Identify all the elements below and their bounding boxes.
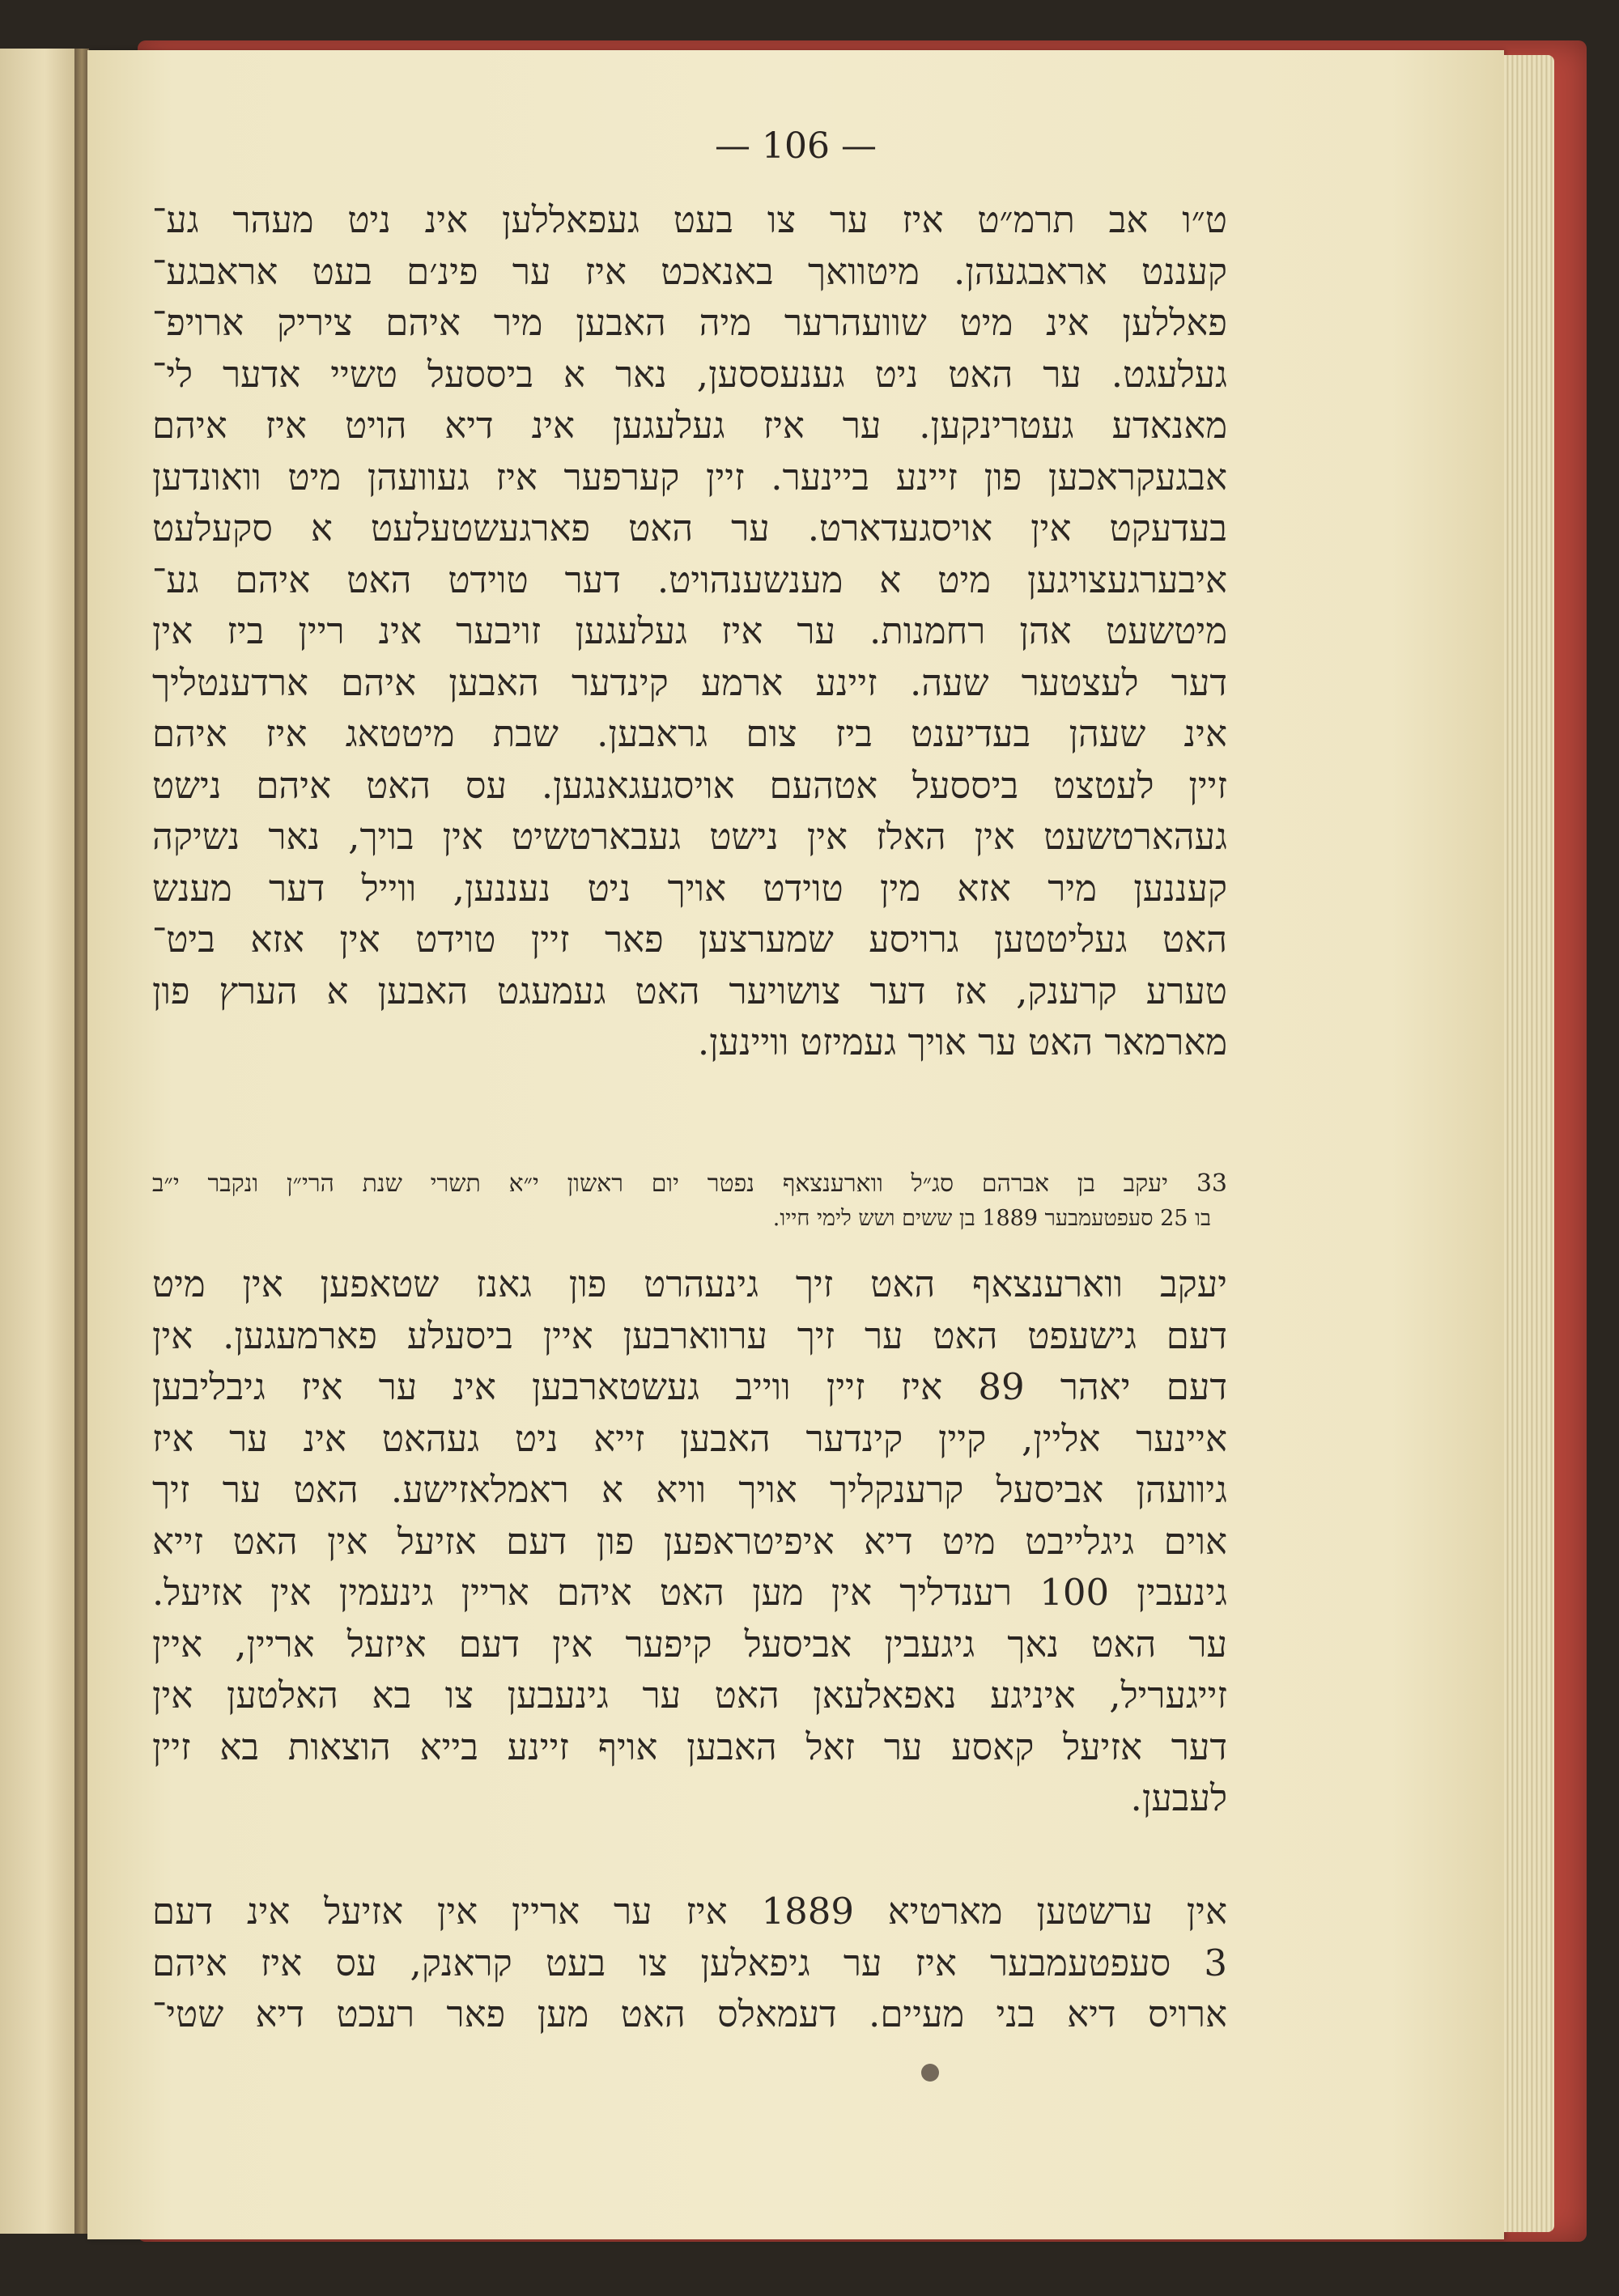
text-line: אוים גיגלייבט מיט דיא איפיטראפען פון דעם אזיעל אין האט זייא <box>152 1519 1227 1563</box>
text-line: בעדעקט אין אויסגעדארט. ער האט פארגעשטעלעט א סקעלעט <box>152 507 1227 550</box>
text-line: האט געליטטען גרויסע שמערצען פאר זיין טוידט אין אזא ביט־ <box>152 918 1227 961</box>
text-line: טערע קרענק, אז דער צושויער האט געמעגט האבען א הערץ פון <box>152 969 1227 1012</box>
text-line: ער האט נאך גיגעבין אביסעל קיפער אין דעם איזעל אריין, איין <box>152 1622 1227 1666</box>
text-line: מאנאדע געטרינקען. ער איז געלעגען אינ דיא הויט איז איהם <box>152 404 1227 447</box>
text-line: איינער אליין, קיין קינדער האבען זייא ניט געהאט אינ ער איז <box>152 1416 1227 1460</box>
paragraph-3 <box>152 1886 1227 2040</box>
paragraph-1 <box>152 194 1227 1068</box>
text-line: זיין לעטצט ביססעל אטהעם אויסגעגאנגען. עס האט איהם נישט <box>152 763 1227 807</box>
text-line: גינעבין 100 רענדליך אין מען האט איהם אריין גינעמין אין אזיעל. <box>152 1571 1227 1614</box>
ink-dot <box>921 2064 939 2082</box>
page-stack-edges <box>1504 55 1554 2232</box>
text-line: דער לעצטער שעה. זיינע ארמע קינדער האבען איהם ארדענטליך <box>152 660 1227 704</box>
text-line: דער אזיעל קאסע ער זאל האבען אויף זיינע בייא הוצאות בא זיין <box>152 1725 1227 1768</box>
text-line: גיוועהן אביסעל קרענקליך אויך וויא א ראמלאזישע. האט ער זיך <box>152 1468 1227 1511</box>
text-line: דעם גישעפט האט ער זיך ערווארבען איין ביסעלע פארמעגען. אין <box>152 1314 1227 1357</box>
text-line: איבערגעצויגען מיט א מענשענהויט. דער טוידט האט איהם גע־ <box>152 558 1227 601</box>
previous-page-edge <box>0 49 77 2234</box>
text-line: קעננט אראבגעהן. מיטוואך באנאכט איז ער פינ׳ם בעט אראבגע־ <box>152 249 1227 293</box>
page-number: — 106 — <box>715 125 877 167</box>
text-line: זייגעריל, איניגע נאפאלעאן האט ער גינעבען צו בא האלטען אין <box>152 1674 1227 1717</box>
text-line: אין ערשטען מארטיא 1889 איז ער אריין אין אזיעל אינ דעם <box>152 1890 1227 1933</box>
text-line: מיטשעט אהן רחמנות. ער איז געלעגען זויבער אינ ריין ביז אין <box>152 609 1227 652</box>
paragraph-2 <box>152 1258 1227 1824</box>
text-line: יעקב ווארענצאף האט זיך גינעהרט פון גאנז שטאפען אין מיט <box>152 1263 1227 1305</box>
text-line: 3 סעפטעמבער איז ער גיפאלען צו בעט קראנק, עס איז איהם <box>152 1941 1227 1984</box>
text-line: קעננען מיר אזא מין טוידט אויך ניט נעננען, ווייל דער מענש <box>152 866 1227 910</box>
text-line: ט״ו אב תרמ״ט איז ער צו בעט געפאללען אינ ניט מעהר גע־ <box>152 198 1227 241</box>
text-line: פאללען אינ מיט שוועהרער מיה האבען מיר איהם ציריק ארויפ־ <box>152 301 1227 344</box>
footnote <box>152 1165 1227 1235</box>
text-line: געלעגט. ער האט ניט גענעססען, נאר א ביססעל טשיי אדער לי־ <box>152 352 1227 396</box>
text-line: דעם יאהר 89 איז זיין ווייב געשטארבען אינ ער איז גיבליבען <box>152 1365 1227 1408</box>
text-line: אינ שעהן בעדיענט ביז צום גראבען. שבת מיטטאג איז איהם <box>152 712 1227 755</box>
text-line: געהארטשעט אין האלז אין נישט געבארטשיט אין בויך, נאר נשיקה <box>152 815 1227 858</box>
text-line: מארמאר האט ער אויך געמיזט וויינען. <box>697 1021 1227 1063</box>
footnote-line: 33 יעקב בן אברהם סג״ל ווארענצאף נפטר יום ראשון י״א תשרי שנת הרי״ן ונקבר י״ב <box>152 1169 1227 1198</box>
footnote-line: בו 25 סעפטעמבער 1889 בן ששים ושש לימי חייו. <box>772 1206 1211 1231</box>
text-line: ארויס דיא בני מעיים. דעמאלס האט מען פאר רעכט דיא שטי־ <box>152 1993 1227 2035</box>
text-line: אבגעקראכען פון זיינע ביינער. זיין קערפער איז געוועהן מיט וואונדען <box>152 455 1227 499</box>
text-line: לעבען. <box>1130 1776 1227 1819</box>
